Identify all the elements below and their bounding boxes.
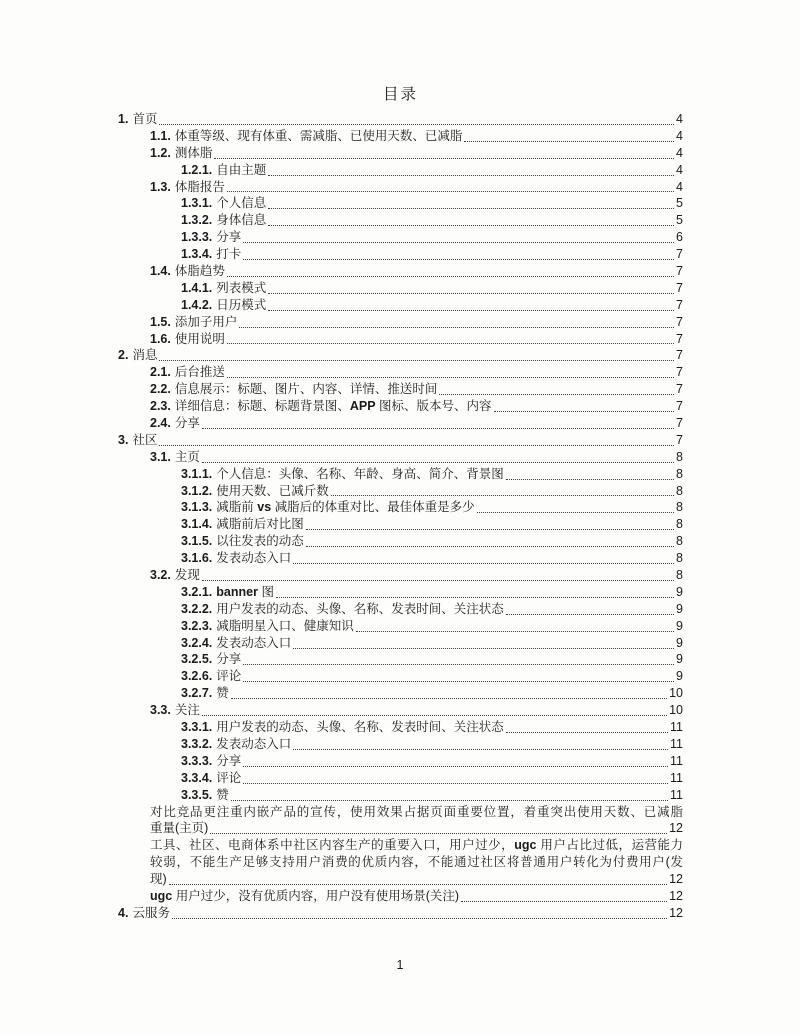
toc-entry-line [150, 449, 683, 466]
toc-entry-line [150, 331, 683, 348]
entry-text: 添加子用户 [174, 314, 238, 329]
toc-entry-line [181, 466, 683, 483]
entry-number: 3.3.4. [181, 770, 213, 785]
entry-text: 体重等级、现有体重、需减脂、已使用天数、已减脂 [174, 128, 463, 143]
toc-entry[interactable] [181, 162, 683, 179]
dot-leader [356, 631, 674, 632]
latin-text: vs [257, 500, 272, 515]
entry-text: 体脂趋势 [174, 264, 225, 278]
entry-page-number: 10 [669, 703, 683, 718]
toc-entry-line [181, 297, 683, 314]
entry-page-number: 12 [669, 905, 683, 920]
entry-page-number: 8 [676, 551, 683, 566]
entry-page-number: 9 [676, 601, 683, 616]
toc-entry[interactable] [181, 635, 683, 652]
entry-page-number: 12 [669, 888, 683, 903]
toc-entry-line [150, 314, 683, 331]
dot-leader [210, 833, 667, 834]
entry-text: 对比竞品更注重内嵌产品的宣传，使用效果占据页面重要位置，着重突出使用天数、已减脂 [150, 804, 683, 819]
toc-entry-line [181, 550, 683, 567]
dot-leader [227, 191, 674, 192]
entry-page-number: 8 [676, 568, 683, 583]
dot-leader [172, 918, 667, 919]
entry-number: 1. [118, 111, 129, 126]
toc-entry[interactable] [150, 128, 683, 145]
toc-entry-line [150, 128, 683, 145]
toc-entry-line [181, 753, 683, 770]
dot-leader [243, 664, 674, 665]
entry-number: 3.1. [150, 449, 171, 464]
dot-leader [331, 495, 674, 496]
toc-entry-line [181, 601, 683, 618]
entry-text: 云服务 [132, 905, 170, 920]
dot-leader [159, 360, 674, 361]
dot-leader [506, 614, 674, 615]
entry-text: 自由主题 [216, 162, 267, 177]
entry-page-number: 7 [676, 247, 683, 262]
toc-entry[interactable] [181, 618, 683, 635]
entry-page-number: 9 [676, 584, 683, 599]
toc-entry[interactable] [150, 314, 683, 331]
entry-text: 评论 [216, 770, 242, 785]
entry-number: 3.3.2. [181, 736, 213, 751]
entry-number: 3.1.1. [181, 466, 213, 481]
dot-leader [439, 394, 674, 395]
toc-entry[interactable] [150, 415, 683, 432]
dot-leader [243, 766, 668, 767]
dot-leader [243, 259, 674, 260]
entry-text: 个人信息：头像、名称、年龄、身高、简介、背景图 [216, 466, 504, 481]
dot-leader [293, 648, 674, 649]
toc-entry-line [181, 499, 683, 516]
entry-text: 列表模式 [216, 280, 267, 295]
entry-text: ugc 用户过少，没有优质内容，用户没有使用场景(关注) [150, 888, 460, 903]
dot-leader [239, 327, 674, 328]
entry-text: 发表动态入口 [216, 635, 292, 650]
toc-entry[interactable] [181, 280, 683, 297]
entry-text: 分享 [216, 652, 242, 667]
entry-text: 赞 [216, 787, 229, 802]
entry-text: 信息展示：标题、图片、内容、详情、推送时间 [174, 382, 438, 397]
entry-page-number: 4 [676, 145, 683, 160]
toc-entry[interactable] [150, 567, 683, 584]
entry-page-number: 7 [676, 416, 683, 431]
toc-entry[interactable] [150, 331, 683, 348]
toc-entry-line [181, 787, 683, 804]
entry-text: 分享 [216, 753, 242, 768]
entry-text: 后台推送 [174, 365, 225, 380]
toc-entry[interactable] [150, 364, 683, 381]
entry-text: 发表动态入口 [216, 736, 292, 751]
entry-text: 较弱，不能生产足够支持用户消费的优质内容，不能通过社区将普通用户转化为付费用户(发 [150, 855, 683, 870]
entry-page-number: 9 [676, 635, 683, 650]
toc-entry[interactable] [150, 398, 683, 415]
toc-entry-line [150, 398, 683, 415]
entry-page-number: 9 [676, 669, 683, 684]
entry-text: 减脂前后对比图 [216, 517, 304, 532]
entry-text: 现) [150, 872, 167, 887]
toc-entry-line [150, 837, 683, 854]
entry-page-number: 8 [676, 500, 683, 515]
entry-page-number: 4 [676, 111, 683, 126]
entry-number: 1.2. [150, 145, 171, 160]
entry-page-number: 5 [676, 213, 683, 228]
entry-text: 分享 [174, 416, 200, 431]
toc-entry[interactable] [181, 770, 683, 787]
latin-text: banner [216, 584, 258, 599]
entry-page-number: 7 [676, 264, 683, 278]
entry-number: 1.6. [150, 331, 171, 346]
toc-entry[interactable] [150, 888, 683, 905]
dot-leader [268, 175, 674, 176]
entry-number: 1.5. [150, 314, 171, 329]
dot-leader [243, 681, 674, 682]
entry-text: 减脂前 vs 减脂后的体重对比、最佳体重是多少 [216, 500, 475, 515]
entry-page-number: 7 [676, 399, 683, 414]
toc-entry-line [150, 381, 683, 398]
dot-leader [306, 529, 674, 530]
dot-leader [243, 242, 674, 243]
entry-number: 3.1.3. [181, 500, 213, 515]
dot-leader [268, 293, 674, 294]
toc-entry-line [118, 432, 683, 449]
dot-leader [202, 428, 674, 429]
dot-leader [231, 800, 668, 801]
toc-entry-line [150, 179, 683, 196]
latin-text: ugc [514, 838, 537, 853]
toc-entry[interactable] [181, 787, 683, 804]
entry-text: banner 图 [216, 584, 274, 599]
footer-page-number: 1 [396, 958, 404, 972]
entry-number: 1.3. [150, 179, 171, 194]
dot-leader [506, 479, 674, 480]
dot-leader [159, 124, 674, 125]
toc-entry-line [181, 280, 683, 297]
latin-text: APP [349, 399, 376, 414]
entry-text: 减脂明星入口、健康知识 [216, 618, 354, 633]
entry-page-number: 8 [676, 466, 683, 481]
toc-entry[interactable] [181, 297, 683, 314]
toc-entry[interactable] [181, 246, 683, 263]
entry-text: 使用天数、已减斤数 [216, 483, 329, 498]
toc-entry-line [150, 263, 683, 280]
entry-page-number: 12 [669, 872, 683, 887]
entry-number: 1.4.1. [181, 280, 213, 295]
entry-number: 3.2.1. [181, 584, 213, 599]
entry-page-number: 11 [670, 770, 683, 785]
toc-entry[interactable] [181, 483, 683, 500]
toc-entry[interactable] [181, 516, 683, 533]
dot-leader [243, 783, 668, 784]
entry-page-number: 7 [676, 297, 683, 312]
toc-entry[interactable] [118, 905, 683, 922]
toc-entry[interactable] [150, 702, 683, 719]
toc-entry-line [181, 229, 683, 246]
entry-page-number: 11 [670, 753, 683, 768]
toc-entry-line [181, 483, 683, 500]
toc-entry-line [150, 364, 683, 381]
toc-entry-line [150, 702, 683, 719]
toc-entry-line [181, 685, 683, 702]
toc-entry[interactable] [150, 381, 683, 398]
entry-number: 3.3.3. [181, 753, 213, 768]
toc-entry-line [150, 415, 683, 432]
dot-leader [202, 715, 667, 716]
entry-number: 3.3. [150, 703, 171, 718]
dot-leader [268, 310, 674, 311]
toc-entry-line [118, 905, 683, 922]
entry-page-number: 7 [676, 382, 683, 397]
entry-number: 3.2.4. [181, 635, 213, 650]
toc-entry-line [181, 162, 683, 179]
toc-entry[interactable] [181, 668, 683, 685]
entry-page-number: 4 [676, 162, 683, 177]
entry-text: 使用说明 [174, 331, 225, 346]
toc-entry[interactable] [150, 804, 683, 838]
entry-text: 日历模式 [216, 297, 267, 312]
toc-entry-line [150, 871, 683, 888]
toc-entry[interactable] [181, 584, 683, 601]
toc-entry-line [150, 820, 683, 837]
entry-text: 重量(主页) [150, 821, 209, 836]
entry-text: 身体信息 [216, 213, 267, 228]
entry-number: 3.2. [150, 568, 171, 583]
entry-number: 3.2.6. [181, 669, 213, 684]
entry-page-number: 4 [676, 179, 683, 194]
toc-entry-line [150, 567, 683, 584]
toc-entry-line [181, 770, 683, 787]
entry-text: 首页 [132, 111, 158, 126]
toc-list [118, 111, 683, 922]
toc-entry[interactable] [181, 533, 683, 550]
dot-leader [231, 698, 667, 699]
dot-leader [202, 462, 674, 463]
toc-entry-line [181, 195, 683, 212]
dot-leader [227, 377, 674, 378]
entry-text: 以往发表的动态 [216, 534, 304, 549]
entry-page-number: 9 [676, 652, 683, 667]
entry-number: 3.1.6. [181, 551, 213, 566]
dot-leader [169, 884, 667, 885]
dot-leader [227, 276, 674, 277]
toc-entry[interactable] [181, 719, 683, 736]
entry-text: 工具、社区、电商体系中社区内容生产的重要入口，用户过少，ugc 用户占比过低，运营能力 [150, 838, 683, 853]
toc-entry[interactable] [150, 837, 683, 888]
entry-number: 1.4. [150, 264, 171, 278]
toc-entry-line [118, 347, 683, 364]
entry-number: 1.4.2. [181, 297, 213, 312]
entry-text: 用户发表的动态、头像、名称、发表时间、关注状态 [216, 601, 504, 616]
entry-text: 用户发表的动态、头像、名称、发表时间、关注状态 [216, 720, 504, 735]
entry-text: 主页 [174, 449, 200, 464]
entry-page-number: 11 [670, 720, 683, 735]
entry-number: 3.3.1. [181, 720, 213, 735]
entry-page-number: 7 [676, 365, 683, 380]
entry-page-number: 8 [676, 449, 683, 464]
entry-text: 测体脂 [174, 145, 213, 160]
entry-page-number: 4 [676, 128, 683, 143]
entry-number: 2.2. [150, 382, 171, 397]
entry-text: 社区 [132, 432, 158, 447]
entry-page-number: 8 [676, 483, 683, 498]
entry-page-number: 8 [676, 534, 683, 549]
dot-leader [227, 343, 674, 344]
toc-entry[interactable] [181, 601, 683, 618]
entry-number: 2.3. [150, 399, 171, 414]
toc-entry-line [181, 668, 683, 685]
dot-leader [506, 732, 668, 733]
toc-entry-line [181, 584, 683, 601]
toc-entry-line [181, 212, 683, 229]
toc-entry[interactable] [150, 145, 683, 162]
toc-title: 目录 [382, 86, 418, 103]
dot-leader [276, 597, 674, 598]
entry-page-number: 11 [670, 787, 683, 802]
dot-leader [306, 546, 674, 547]
toc-entry[interactable] [150, 179, 683, 196]
dot-leader [461, 901, 667, 902]
entry-page-number: 6 [676, 230, 683, 245]
entry-number: 2.4. [150, 416, 171, 431]
entry-number: 2. [118, 348, 129, 363]
toc-entry[interactable] [181, 499, 683, 516]
toc-entry-line [181, 736, 683, 753]
entry-text: 详细信息：标题、标题背景图、APP 图标、版本号、内容 [174, 399, 492, 414]
toc-entry-line [150, 145, 683, 162]
toc-entry[interactable] [181, 685, 683, 702]
entry-text: 个人信息 [216, 196, 267, 211]
dot-leader [159, 445, 674, 446]
entry-number: 2.1. [150, 365, 171, 380]
entry-text: 关注 [174, 703, 200, 718]
dot-leader [293, 563, 674, 564]
entry-number: 1.2.1. [181, 162, 213, 177]
entry-page-number: 7 [676, 331, 683, 346]
toc-entry[interactable] [181, 652, 683, 669]
dot-leader [268, 208, 674, 209]
dot-leader [214, 158, 674, 159]
toc-entry[interactable] [181, 736, 683, 753]
toc-entry-line [181, 246, 683, 263]
entry-number: 3.2.3. [181, 618, 213, 633]
entry-page-number: 12 [669, 821, 683, 836]
dot-leader [464, 141, 674, 142]
toc-entry-line [181, 516, 683, 533]
entry-number: 3.1.2. [181, 483, 213, 498]
entry-number: 3.2.5. [181, 652, 213, 667]
entry-number: 1.3.1. [181, 196, 213, 211]
toc-entry[interactable] [181, 466, 683, 483]
entry-page-number: 10 [669, 686, 683, 701]
entry-text: 发表动态入口 [216, 551, 292, 566]
entry-page-number: 7 [676, 348, 683, 363]
toc-entry-line [181, 618, 683, 635]
entry-number: 3. [118, 432, 129, 447]
entry-text: 评论 [216, 669, 242, 684]
entry-number: 1.3.4. [181, 247, 213, 262]
entry-page-number: 8 [676, 517, 683, 532]
toc-entry[interactable] [118, 432, 683, 449]
entry-number: 3.2.7. [181, 686, 213, 701]
entry-number: 1.3.3. [181, 230, 213, 245]
entry-number: 3.1.4. [181, 517, 213, 532]
entry-page-number: 7 [676, 280, 683, 295]
dot-leader [293, 749, 668, 750]
latin-text: ugc [150, 888, 173, 903]
entry-text: 消息 [132, 348, 158, 363]
toc-entry[interactable] [118, 347, 683, 364]
toc-entry[interactable] [181, 195, 683, 212]
toc-entry-line [181, 719, 683, 736]
entry-number: 3.2.2. [181, 601, 213, 616]
toc-entry[interactable] [181, 753, 683, 770]
toc-entry[interactable] [181, 550, 683, 567]
entry-page-number: 7 [676, 314, 683, 329]
entry-text: 打卡 [216, 247, 242, 262]
toc-entry-line [181, 652, 683, 669]
entry-number: 4. [118, 905, 129, 920]
dot-leader [268, 225, 674, 226]
entry-page-number: 5 [676, 196, 683, 211]
toc-entry[interactable] [181, 212, 683, 229]
entry-text: 发现 [174, 568, 200, 583]
toc-entry-line [150, 888, 683, 905]
entry-number: 1.1. [150, 128, 171, 143]
toc-entry[interactable] [118, 111, 683, 128]
toc-entry-line [150, 854, 683, 871]
toc-entry[interactable] [150, 449, 683, 466]
entry-text: 分享 [216, 230, 242, 245]
entry-page-number: 7 [676, 432, 683, 447]
entry-number: 1.3.2. [181, 213, 213, 228]
entry-page-number: 11 [670, 736, 683, 751]
toc-entry-line [181, 533, 683, 550]
toc-entry[interactable] [150, 263, 683, 280]
entry-text: 赞 [216, 686, 229, 701]
entry-text: 体脂报告 [174, 179, 225, 194]
entry-number: 3.3.5. [181, 787, 213, 802]
dot-leader [494, 411, 674, 412]
toc-entry-line [150, 804, 683, 821]
dot-leader [477, 512, 674, 513]
dot-leader [202, 580, 674, 581]
entry-number: 3.1.5. [181, 534, 213, 549]
toc-entry-line [118, 111, 683, 128]
toc-entry-line [181, 635, 683, 652]
toc-entry[interactable] [181, 229, 683, 246]
entry-page-number: 9 [676, 618, 683, 633]
